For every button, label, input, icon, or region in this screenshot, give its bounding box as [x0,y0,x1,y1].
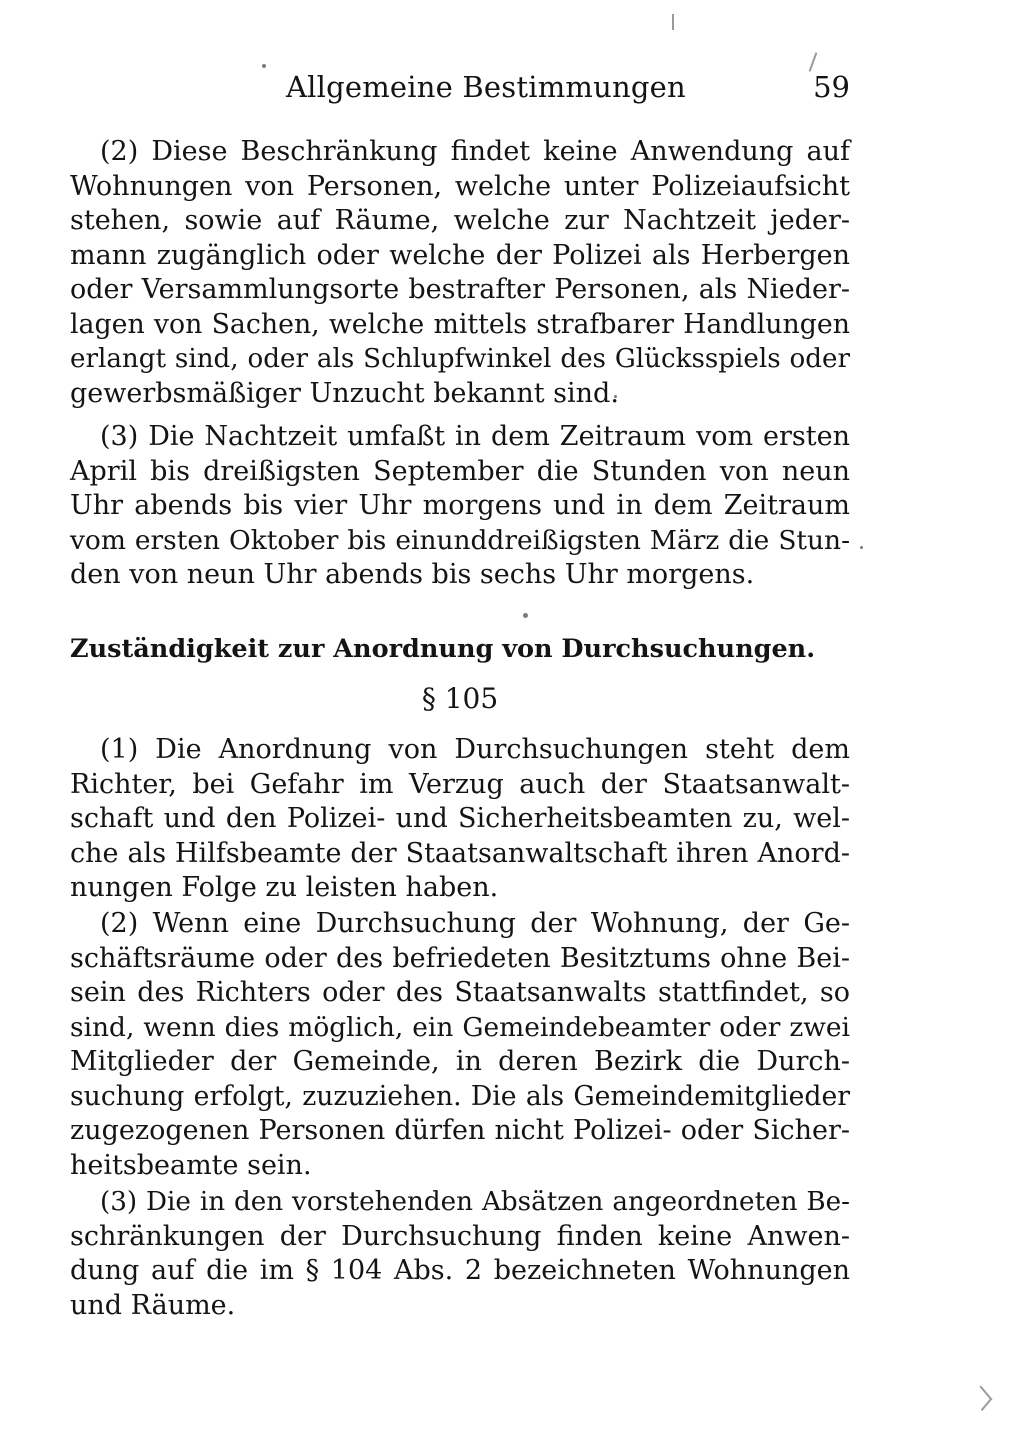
text-line: nungen Folge zu leisten haben. [70,872,499,903]
paragraph-night-time [70,420,850,593]
text-line: April bis dreißigsten September die Stunden von neun [70,455,850,487]
text-line: schaft und den Polizei- und Sicherheitsbeamten zu, wel- [70,803,850,834]
text-line: schränkungen der Durchsuchung finden keine Anwen- [70,1220,850,1252]
text-line: stehen, sowie auf Räume, welche zur Nachtzeit jeder- [70,205,850,236]
text-line: schäftsräume oder des befriedeten Besitztums ohne Bei- [70,942,850,974]
scan-mark [672,14,674,30]
paragraph-restriction-exceptions [70,135,850,411]
text-line: oder Versammlungsorte bestrafter Personen, als Nieder- [70,274,850,305]
paragraph-105-2 [70,907,850,1183]
text-line: (2) Diese Beschränkung findet keine Anwendung auf [100,136,850,167]
scan-mark [809,52,818,71]
text-line: mann zugänglich oder welche der Polizei als Herbergen [70,239,850,271]
scan-mark [981,1399,992,1411]
text-line: lagen von Sachen, welche mittels strafbarer Handlungen [70,308,850,340]
text-line: che als Hilfsbeamte der Staatsanwaltschaft ihren Anord- [70,837,850,869]
text-line: zugezogenen Personen dürfen nicht Polizei- oder Sicher- [70,1115,850,1146]
paragraph-105-3 [70,1185,850,1323]
scan-speck [860,546,863,549]
running-title: Allgemeine Bestimmungen [286,70,686,104]
text-line: sein des Richters oder des Staatsanwalts stattfindet, so [70,977,850,1008]
scan-speck [262,64,266,68]
text-line: erlangt sind, oder als Schlupfwinkel des Glücksspiels oder [70,344,850,374]
scan-mark [979,1385,992,1400]
text-line: Wohnungen von Personen, welche unter Polizeiaufsicht [70,170,850,202]
text-line: den von neun Uhr abends bis sechs Uhr morgens. [70,559,755,590]
text-line: (1) Die Anordnung von Durchsuchungen steht dem [100,734,850,765]
text-line: suchung erfolgt, zuzuziehen. Die als Gemeindemitglieder [70,1080,850,1112]
page-number: 59 [813,70,850,104]
text-line: gewerbsmäßiger Unzucht bekannt sind. [70,377,619,409]
paragraph-number: § 105 [421,682,499,715]
text-line: (3) Die Nachtzeit umfaßt in dem Zeitraum vom ersten [100,421,850,452]
text-line: Uhr abends bis vier Uhr morgens und in dem Zeitraum [70,490,850,521]
scan-speck [523,613,528,618]
text-line: und Räume. [70,1289,236,1321]
running-head [70,70,850,110]
text-line: heitsbeamte sein. [70,1149,312,1181]
text-line: Mitglieder der Gemeinde, in deren Bezirk die Durch- [70,1046,850,1077]
paragraph-105-1 [70,733,850,906]
text-line: (3) Die in den vorstehenden Absätzen angeordneten Be- [100,1187,850,1217]
section-heading: Zuständigkeit zur Anordnung von Durchsuchungen. [70,634,816,664]
text-line: Richter, bei Gefahr im Verzug auch der Staatsanwalt- [70,768,850,800]
text-line: (2) Wenn eine Durchsuchung der Wohnung, der Ge- [100,908,850,939]
text-line: sind, wenn dies möglich, ein Gemeindebeamter oder zwei [70,1011,850,1043]
text-line: vom ersten Oktober bis einunddreißigsten März die Stun- [70,524,850,556]
text-line: dung auf die im § 104 Abs. 2 bezeichneten Wohnungen [70,1255,850,1286]
